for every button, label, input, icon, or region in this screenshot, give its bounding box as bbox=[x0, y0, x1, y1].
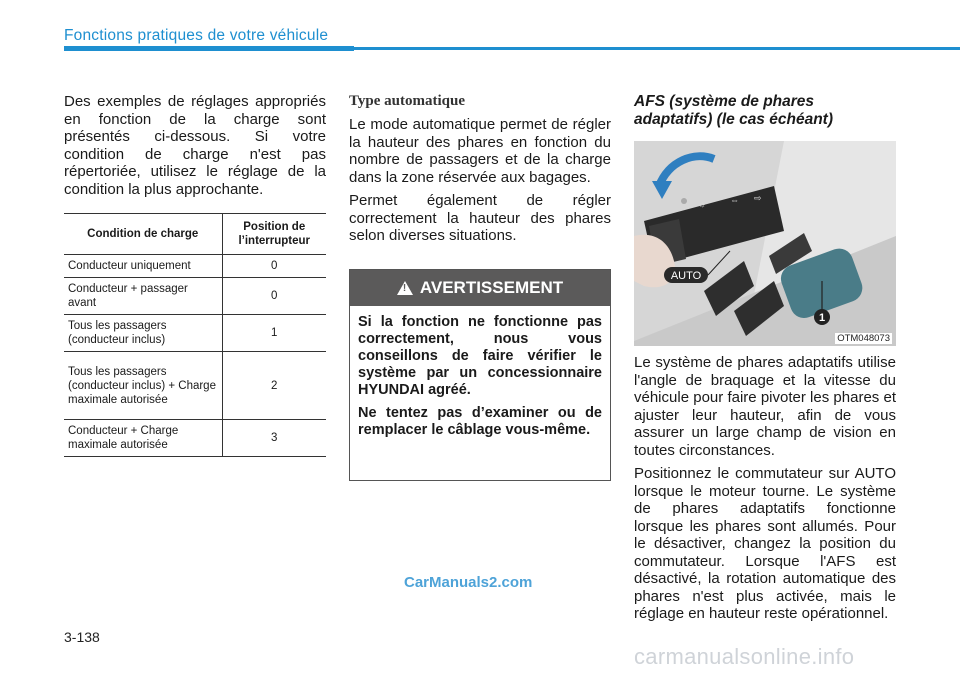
table-cell-condition: Tous les passagers (conducteur inclus) bbox=[64, 315, 222, 352]
table-header-position: Position de l’interrupteur bbox=[222, 214, 326, 255]
table-cell-position: 0 bbox=[222, 255, 326, 278]
table-row bbox=[64, 278, 326, 315]
figure-code: OTM048073 bbox=[837, 333, 890, 344]
auto-label: AUTO bbox=[670, 270, 702, 282]
warning-p2: Ne tentez pas d’examiner ou de remplacer le câblage vous-même. bbox=[358, 405, 602, 438]
table-row bbox=[64, 420, 326, 457]
warning-box bbox=[349, 269, 611, 481]
svg-text:⇔: ⇔ bbox=[730, 195, 739, 205]
table-cell-condition: Conducteur uniquement bbox=[64, 255, 222, 278]
warning-triangle-icon: ! bbox=[397, 281, 413, 295]
intro-paragraph bbox=[64, 93, 326, 204]
watermark-link[interactable]: CarManuals2.com bbox=[404, 574, 533, 591]
footer-watermark: carmanualsonline.info bbox=[634, 644, 855, 669]
warning-header bbox=[350, 270, 610, 306]
callout-number: 1 bbox=[818, 312, 826, 324]
afs-switch-illustration bbox=[634, 141, 896, 346]
warning-body bbox=[350, 306, 610, 439]
table-cell-condition: Conducteur + Charge maximale autorisée bbox=[64, 420, 222, 457]
table-cell-position: 2 bbox=[222, 352, 326, 420]
table-row bbox=[64, 255, 326, 278]
afs-p1: Le système de phares adaptatifs utilise l'angle de braquage et la vitesse du véhicule pour faire pivoter les phares et ajuster leur hauteur, afin de vous assurer un large champ de vision en toutes circonstances. bbox=[634, 354, 896, 459]
table-cell-condition: Tous les passagers (conducteur inclus) + Charge maximale autorisée bbox=[64, 352, 222, 420]
afs-p2: Positionnez le commutateur sur AUTO lorsque le moteur tourne. Le système de phares adaptatifs fonctionne lorsque les phares sont allumés. Pour le désactiver, changez la position du commutateur. Lorsque l'AFS est désactivé, la rotation automatique des phares n'est plus activée, mais le réglage en hauteur reste opérationnel. bbox=[634, 465, 896, 622]
afs-illustration-svg bbox=[634, 141, 896, 346]
type-auto-body bbox=[349, 116, 611, 251]
svg-text:⇨: ⇨ bbox=[754, 193, 762, 203]
table-row bbox=[64, 352, 326, 420]
svg-text:☼: ☼ bbox=[698, 199, 707, 209]
table-cell-position: 0 bbox=[222, 278, 326, 315]
section-header-title: Fonctions pratiques de votre véhicule bbox=[64, 27, 329, 44]
type-auto-p1: Le mode automatique permet de régler la hauteur des phares en fonction du nombre de passagers et de la charge dans la zone réservée aux bagages. bbox=[349, 116, 611, 186]
table-cell-position: 1 bbox=[222, 315, 326, 352]
table-row bbox=[64, 315, 326, 352]
table-header-condition: Condition de charge bbox=[64, 214, 222, 255]
load-condition-table bbox=[64, 213, 326, 457]
afs-title: AFS (système de phares adaptatifs) (le cas échéant) bbox=[634, 93, 833, 128]
warning-title: AVERTISSEMENT bbox=[419, 278, 564, 297]
type-auto-p2: Permet également de régler correctement la hauteur des phares selon diverses situations. bbox=[349, 192, 611, 244]
intro-text: Des exemples de réglages appropriés en fonction de la charge sont présentés ci-dessous. Si votre condition de charge n'est pas répertoriée, utilisez le réglage de la condition la plus approchante. bbox=[64, 93, 326, 198]
table-cell-condition: Conducteur + passager avant bbox=[64, 278, 222, 315]
header-rule bbox=[64, 47, 960, 50]
warning-p1: Si la fonction ne fonctionne pas correctement, nous vous conseillons de faire vérifier le système par un concessionnaire HYUNDAI agréé. bbox=[358, 314, 602, 398]
table-header-row bbox=[64, 214, 326, 255]
type-auto-title: Type automatique bbox=[349, 93, 465, 109]
page-number: 3-138 bbox=[64, 629, 100, 645]
afs-body bbox=[634, 354, 896, 629]
table-cell-position: 3 bbox=[222, 420, 326, 457]
